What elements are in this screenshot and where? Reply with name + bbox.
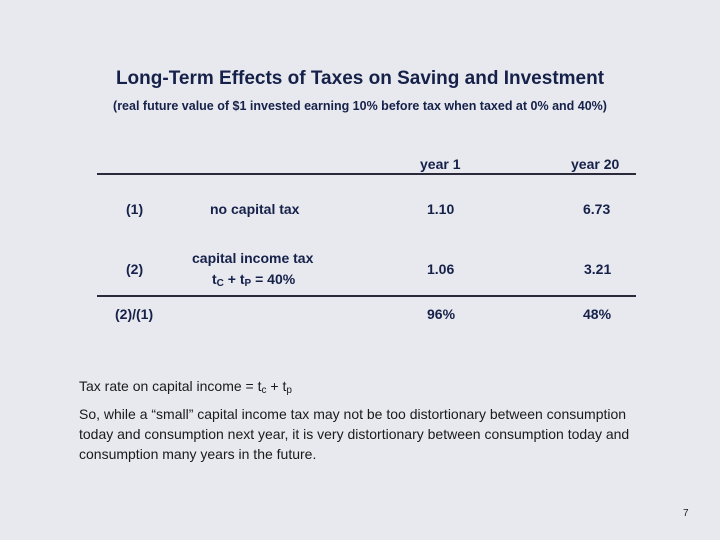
tax-symbol-plus-t: + t [223,271,245,287]
tax-symbol-t: t [212,271,217,287]
header-year-20: year 20 [571,156,620,172]
row-2-label-line-1: capital income tax [192,250,314,266]
tax-rate-plus-t: + t [266,378,287,394]
slide-subtitle: (real future value of $1 invested earning 10% before tax when taxed at 0% and 40%) [113,99,607,113]
slide-title: Long-Term Effects of Taxes on Saving and Investment [115,68,605,89]
subscript-c: C [216,278,224,289]
row-1-year-20: 6.73 [583,201,611,217]
row-3-year-1: 96% [427,306,456,322]
tax-rate-note [79,376,292,401]
subscript-p: P [244,278,252,289]
row-2-index: (2) [126,261,144,277]
header-rule [97,173,636,175]
tax-rate-subscript-p: p [286,385,292,396]
total-rule [97,295,636,297]
tax-rate-text: Tax rate on capital income = t [79,378,262,394]
row-2-label-line-2 [212,271,295,289]
row-2-year-1: 1.06 [427,261,455,277]
header-year-1: year 1 [420,156,461,172]
row-1-index: (1) [126,201,144,217]
row-1-year-1: 1.10 [427,201,455,217]
row-3-index: (2)/(1) [115,306,154,322]
tax-rate-subscript-c: c [261,385,267,396]
row-2-year-20: 3.21 [584,261,612,277]
explanation-paragraph: So, while a “small” capital income tax may not be too distortionary between consumption today and consumption next year, it is very distortionary between consumption today and consumption many years in the future. [79,406,630,462]
page-number: 7 [683,508,689,519]
row-3-year-20: 48% [583,306,612,322]
row-1-label: no capital tax [210,201,300,217]
tax-equals-value: = 40% [251,271,296,287]
